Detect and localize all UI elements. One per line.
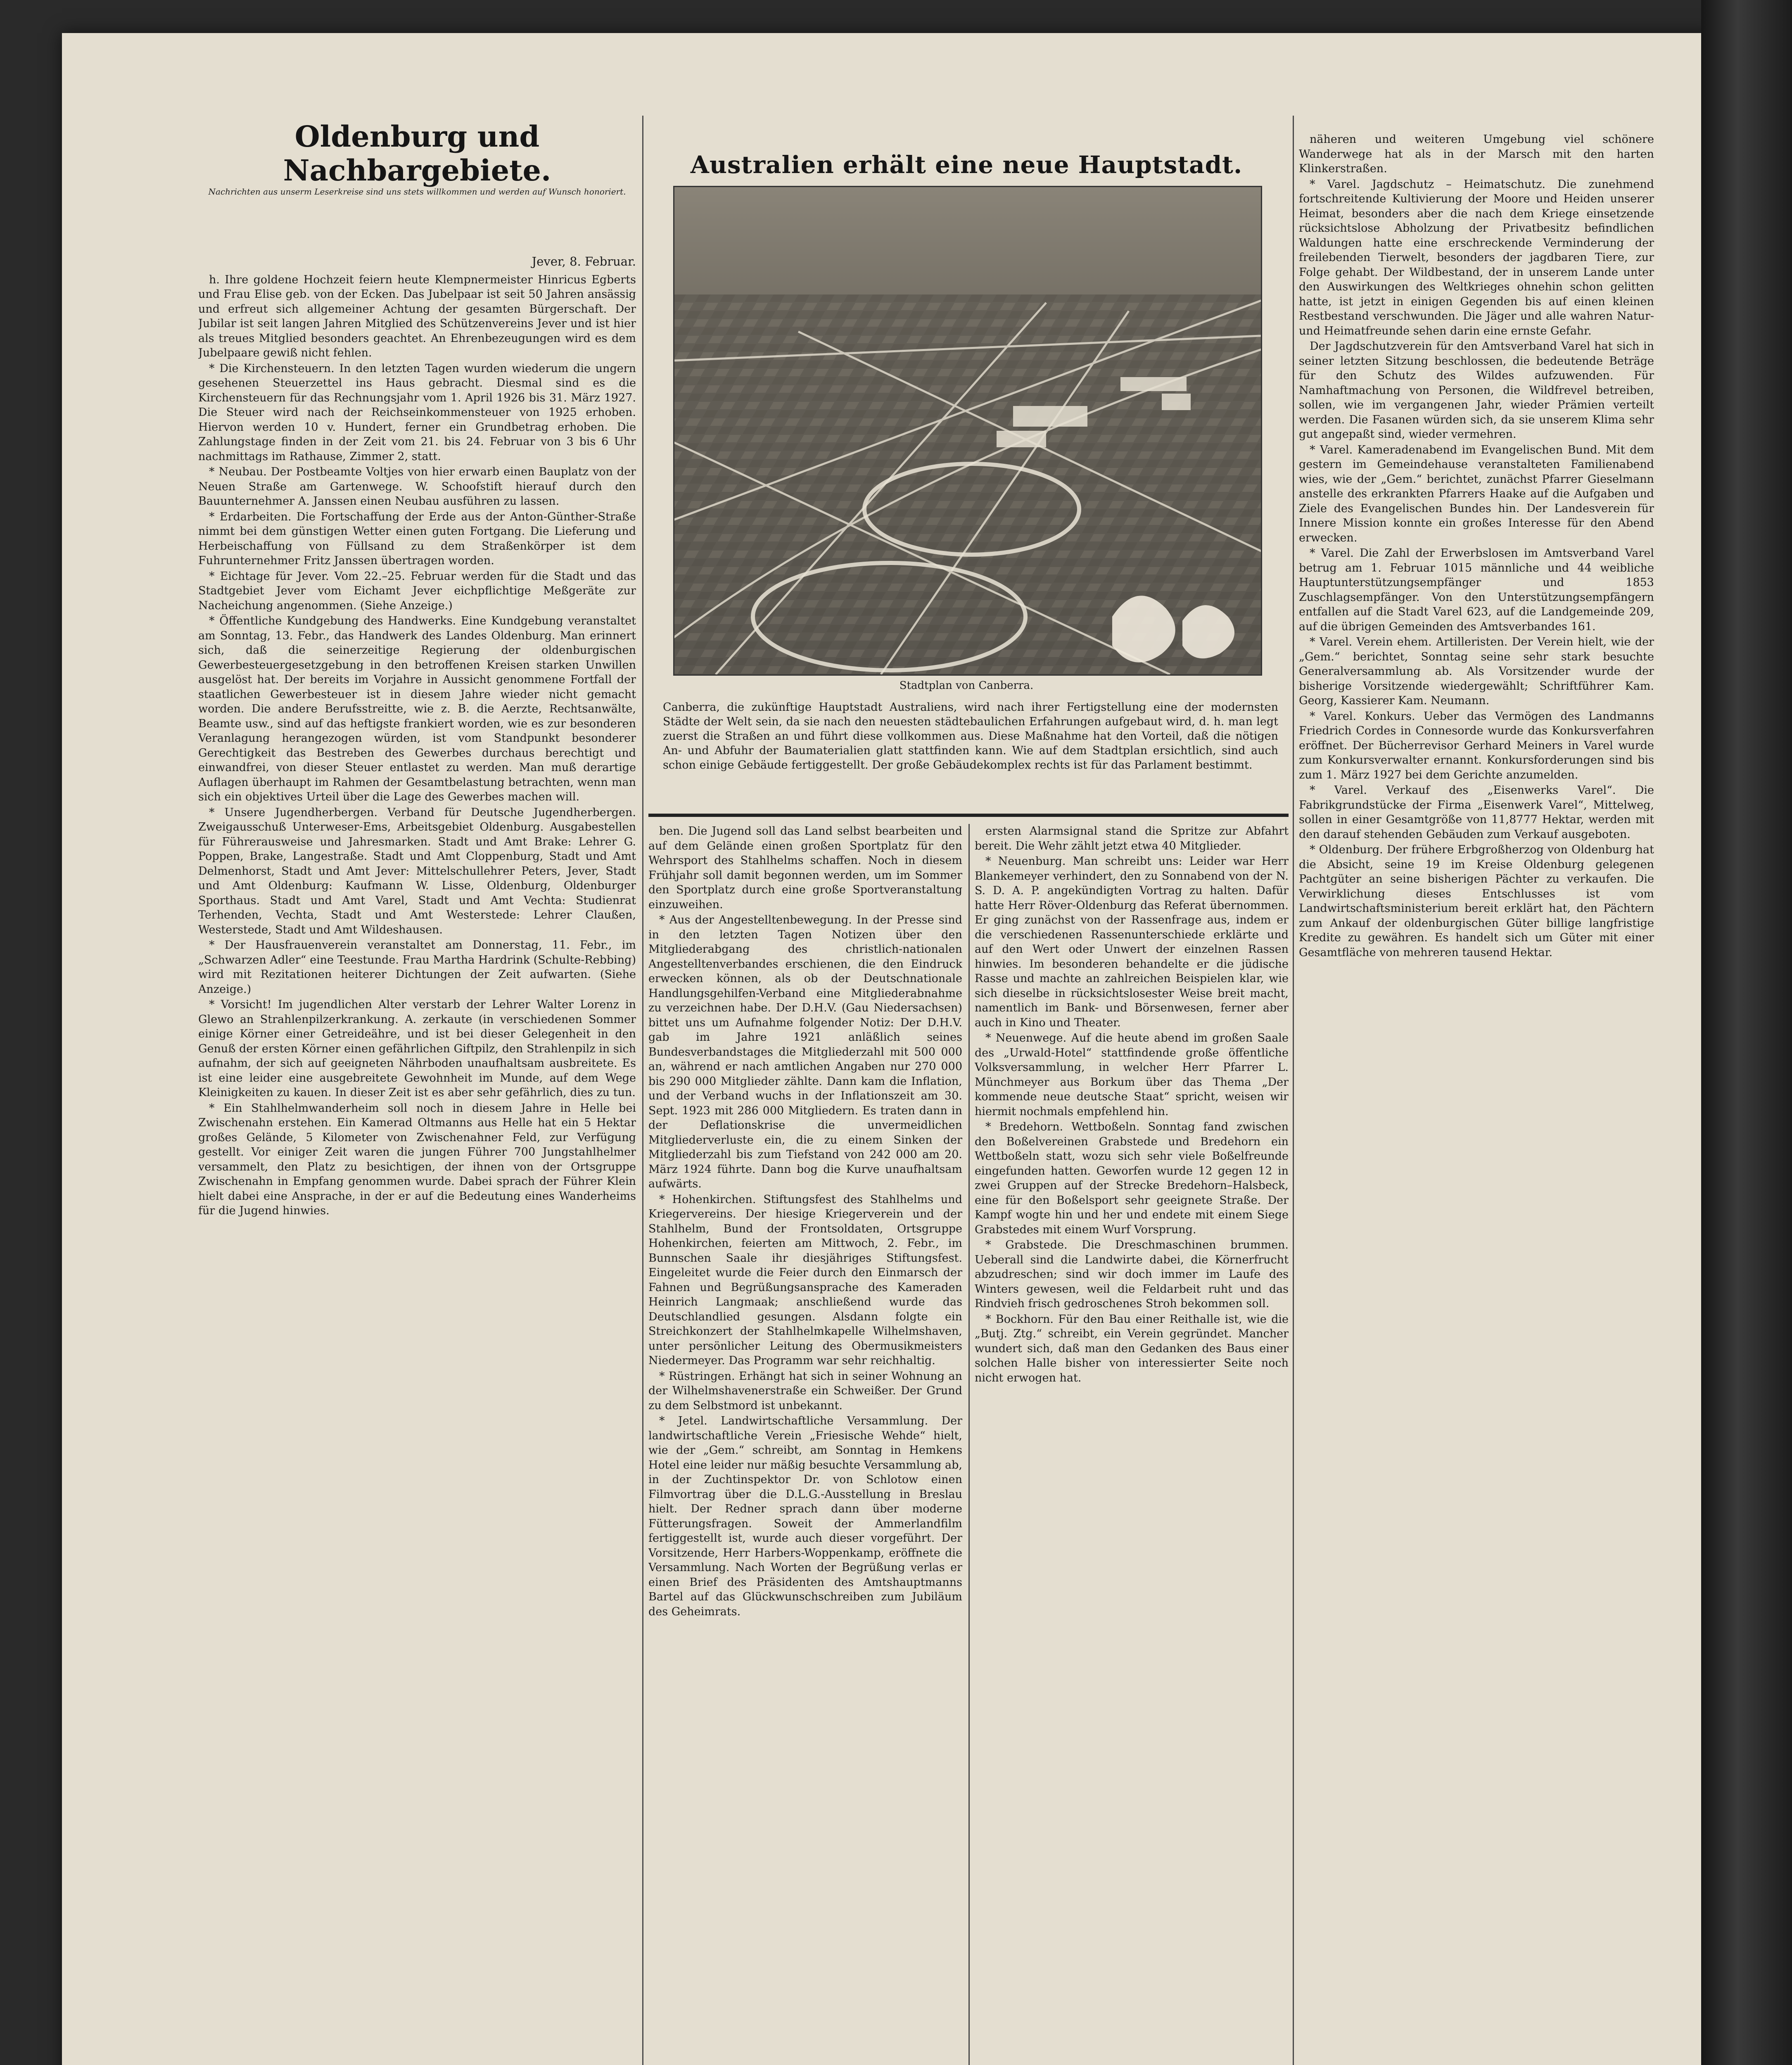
article-paragraph: * Aus der Angestelltenbewegung. In der Presse sind in den letzten Tagen Notizen über den Mitgliederabgang des christlich-nationalen Angestelltenverbandes erschienen, die den Eindruck erwecken können, als ob der Deutschnationale Handlungsgehilfen-Verband eine Mitgliederabnahme zu verzeichnen habe. Der D.H.V. (Gau Niedersachsen) bittet uns um Aufnahme folgender Notiz: Der D.H.V. gab im Jahre 1921 anläßlich seines Bundesverbandstages die Mitgliederzahl mit 500 000 an, während er nach amtlichen Angaben nur 270 000 bis 290 000 Mitglieder zählte. Dann kam die Inflation, und der Verband wuchs in der Inflationszeit am 30. Sept. 1923 mit 286 000 Mitgliedern. Es traten dann in der Deflationskrise die unvermeidlichen Mitgliederverluste ein, die zu einem Sinken der Mitgliederzahl bis zum Tiefstand von 242 000 am 20. März 1924 führte. Dann bog die Kurve unaufhaltsam aufwärts. <box>648 914 962 1190</box>
column-rule <box>642 116 643 2065</box>
article-paragraph: näheren und weiteren Umgebung viel schönere Wanderwege hat als in der Marsch mit den harten Klinkerstraßen. <box>1299 133 1654 175</box>
article-paragraph: Der Jagdschutzverein für den Amtsverband Varel hat sich in seiner letzten Sitzung beschlossen, die bedeutende Beträge für den Schutz des Wildes aufzuwenden. Für Namhaftmachung von Personen, die Wildfrevel betreiben, sollen, wie im vergangenen Jahr, wieder Prämien verteilt werden. Die Fasanen würden sich, da sie unserem Klima sehr gut angepaßt sind, wieder vermehren. <box>1299 340 1654 441</box>
article-paragraph: * Öffentliche Kundgebung des Handwerks. Eine Kundgebung veranstaltet am Sonntag, 13. Febr., das Handwerk des Landes Oldenburg. Man erinnert sich, daß die seinerzeitige Regierung der oldenburgischen Gewerbesteuergesetzgebung in den betroffenen Kreisen starken Unwillen ausgelöst hat. Der bereits im Vorjahre in Aussicht genommene Fortfall der staatlichen Gewerbesteuer ist in diesem Jahre wieder nicht gemacht worden. Die andere Berufsstreitte, wie z. B. die Aerzte, Rechtsanwälte, Beamte usw., sind auf das heftigste frankiert worden, wie es zur besonderen Veranlagung herangezogen würden, ist vom Standpunkt besonderer Gerechtigkeit das Bestreben des Gewerbes durchaus berechtigt und einwandfrei, von dieser Steuer entlastet zu werden. Man muß derartige Auflagen überhaupt im Rahmen der Gesamtbelastung betrachten, wenn man sich ein objektives Urteil über die Lage des Gewerbes machen will. <box>198 615 636 803</box>
center-column-b <box>975 824 1289 2065</box>
book-binding-edge <box>1701 0 1792 2065</box>
article-paragraph: * Varel. Verein ehem. Artilleristen. Der Verein hielt, wie der „Gem.“ berichtet, Sonntag seine sehr stark besuchte Generalversammlung ab. Als Vorsitzender wurde der bisherige Vorsitzende wiedergewählt; Schriftführer Kam. Georg, Kassierer Kam. Neumann. <box>1299 636 1654 707</box>
column-rule <box>1293 116 1294 2065</box>
section-note: Nachrichten aus unserm Leserkreise sind uns stets willkommen und werden auf Wunsch honoriert. <box>208 187 626 197</box>
section-rule <box>648 814 1289 817</box>
article-paragraph: * Neuenburg. Man schreibt uns: Leider war Herr Blankemeyer verhindert, den zu Sonnabend von der N. S. D. A. P. angekündigten Vortrag zu halten. Dafür hatte Herr Röver-Oldenburg das Referat übernommen. Er ging zunächst von der Rassenfrage aus, indem er die verschiedenen Rassenunterschiede erklärte und auf den Wert oder Unwert der einzelnen Rassen hinwies. Im besonderen behandelte er die jüdische Rasse und machte an zahlreichen Beispielen klar, wie sich dieselbe in rücksichtslosester Weise breit macht, namentlich im Bank- und Börsenwesen, ferner aber auch in Kino und Theater. <box>975 855 1289 1029</box>
article-paragraph: * Rüstringen. Erhängt hat sich in seiner Wohnung an der Wilhelmshavenerstraße ein Schweißer. Der Grund zu dem Selbstmord ist unbekannt. <box>648 1370 962 1412</box>
headline: Australien erhält eine neue Hauptstadt. <box>690 151 1243 179</box>
article-paragraph: * Ein Stahlhelmwanderheim soll noch in diesem Jahre in Helle bei Zwischenahn erstehen. Ein Kamerad Oltmanns aus Helle hat ein 5 Hektar großes Gelände, 5 Kilometer von Zwischenahner Feld, zur Verfügung gestellt. Vor einiger Zeit waren die jungen Führer 700 Jungstahlhelmer versammelt, den Platz zu besichtigen, der ihnen von der Ortsgruppe Zwischenahn in Empfang genommen wurde. Dabei sprach der Führer Klein hielt dabei eine Ansprache, in der er auf die Bedeutung eines Wanderheims für die Jugend hinwies. <box>198 1101 636 1217</box>
article-paragraph: * Vorsicht! Im jugendlichen Alter verstarb der Lehrer Walter Lorenz in Glewo an Strahlenpilzerkrankung. A. zerkaute (in verschiedenen Sommer einige Körner einer Getreideähre, und ist bei dieser Gelegenheit in den Genuß der ersten Körner einen gefährlichen Giftpilz, den Strahlenpilz in sich aufnahm, der sich auf geeigneten Nährboden unaufhaltsam ausbreitete. Es ist eine leider eine ausgebreitete Gewohnheit im Munde, auf dem Wege Kleinigkeiten zu kauen. In dieser Zeit ist es aber sehr gefährlich, dies zu tun. <box>198 998 636 1099</box>
column-rule <box>968 824 970 2065</box>
article-paragraph: * Bockhorn. Für den Bau einer Reithalle ist, wie die „Butj. Ztg.“ schreibt, ein Verein gegründet. Mancher wundert sich, daß man den Gedanken des Baus einer solchen Halle bisher von interessierter Seite noch nicht erwogen hat. <box>975 1313 1289 1384</box>
article-paragraph: * Neuenwege. Auf die heute abend im großen Saale des „Urwald-Hotel“ stattfindende große öffentliche Volksversammlung, in welcher Herr Pfarrer L. Münchmeyer aus Borkum über das Thema „Der kommende neue deutsche Staat“ spricht, weisen wir hiermit nochmals empfehlend hin. <box>975 1032 1289 1118</box>
article-paragraph: * Erdarbeiten. Die Fortschaffung der Erde aus der Anton-Günther-Straße nimmt bei dem günstigen Wetter einen guten Fortgang. Die Lieferung und Herbeischaffung von Füllsand zu dem Straßenkörper ist dem Fuhrunternehmer Fritz Janssen übertragen worden. <box>198 510 636 567</box>
section-title: Oldenburg und Nachbargebiete. <box>283 119 551 188</box>
article-paragraph: * Bredehorn. Wettboßeln. Sonntag fand zwischen den Boßelvereinen Grabstede und Bredehorn ein Wettboßeln statt, wozu sich sehr viele Boßelfreunde eingefunden hatten. Geworfen wurde 12 gegen 12 in zwei Gruppen auf der Strecke Bredehorn–Halsbeck, eine für den Boßelsport sehr geeignete Straße. Der Kampf wogte hin und her und endete mit einem Siege Grabstedes mit einem Wurf Vorsprung. <box>975 1120 1289 1236</box>
article-paragraph: * Die Kirchensteuern. In den letzten Tagen wurden wiederum die ungern gesehenen Steuerzettel ins Haus gebracht. Diesmal sind es die Kirchensteuern für das Rechnungsjahr vom 1. April 1926 bis 31. März 1927. Die Steuer wird nach der Reichseinkommensteuer von 1925 erhoben. Hiervon werden 10 v. Hundert, ferner ein Grundbetrag erhoben. Die Zahlungstage finden in der Zeit vom 21. bis 24. Februar von 3 bis 6 Uhr nachmittags im Rathause, Zimmer 2, statt. <box>198 362 636 463</box>
article-paragraph: ben. Die Jugend soll das Land selbst bearbeiten und auf dem Gelände einen großen Sportplatz für den Wehrsport des Stahlhelms schaffen. Noch in diesem Frühjahr soll damit begonnen werden, um im Sommer den Sportplatz durch eine große Sportveranstaltung einzuweihen. <box>648 825 962 911</box>
center-column-a <box>648 824 962 2065</box>
article-paragraph: * Unsere Jugendherbergen. Verband für Deutsche Jugendherbergen. Zweigausschuß Unterweser-Ems, Arbeitsgebiet Oldenburg. Ausgabestellen für Führerausweise und Jahresmarken. Stadt und Amt Brake: Lehrer G. Poppen, Brake, Langestraße. Stadt und Amt Cloppenburg, Stadt und Amt Delmenhorst, Stadt und Amt Jever: Mittelschullehrer Peters, Jever, Stadt und Amt Oldenburg: Kaufmann W. Lisse, Oldenburg, Oldenburger Sporthaus. Stadt und Amt Varel, Stadt und Amt Vechta: Studienrat Terhenden, Vechta, Stadt und Amt Westerstede: Lehrer Claußen, Westerstede, Stadt und Amt Wildeshausen. <box>198 806 636 936</box>
article-paragraph: * Hohenkirchen. Stiftungsfest des Stahlhelms und Kriegervereins. Der hiesige Kriegerverein und der Stahlhelm, Bund der Frontsoldaten, Ortsgruppe Hohenkirchen, feierten am Mittwoch, 2. Febr., im Bunnschen Saale ihr diesjähriges Stiftungsfest. Eingeleitet wurde die Feier durch den Einmarsch der Fahnen und Begrüßungsansprache des Kameraden Heinrich Langmaak; anschließend wurde das Deutschlandlied gesungen. Alsdann folgte ein Streichkonzert der Stahlhelmkapelle Wilhelmshaven, unter persönlicher Leitung des Obermusikmeisters Niedermeyer. Das Programm war sehr reichhaltig. <box>648 1193 962 1367</box>
newspaper-page <box>62 33 1714 2065</box>
article-paragraph: * Varel. Jagdschutz – Heimatschutz. Die zunehmend fortschreitende Kultivierung der Moore und Heiden unserer Heimat, besonders aber die nach dem Kriege einsetzende rücksichtslose Abholzung der Privatbesitz befindlichen Waldungen hatte eine erschreckende Verminderung der freilebenden Tierwelt, besonders der jagdbaren Tiere, zur Folge gehabt. Der Wildbestand, der in unserem Lande unter den Auswirkungen des Weltkrieges ohnehin schon gelitten hatte, ist jetzt in einigen Gegenden bis auf einen kleinen Restbestand verschwunden. Die Jäger und alle wahren Natur- und Heimatfreunde sehen darin eine ernste Gefahr. <box>1299 178 1654 337</box>
article-paragraph: * Eichtage für Jever. Vom 22.–25. Februar werden für die Stadt und das Stadtgebiet Jever vom Eichamt Jever eichpflichtige Meßgeräte zur Nacheichung angenommen. (Siehe Anzeige.) <box>198 570 636 612</box>
article-paragraph: * Varel. Die Zahl der Erwerbslosen im Amtsverband Varel betrug am 1. Februar 1015 männliche und 44 weibliche Hauptunterstützungsempfänger und 1853 Zuschlagsempfänger. Von den Unterstützungsempfängern entfallen auf die Stadt Varel 623, auf die Landgemeinde 209, auf die übrigen Gemeinden des Amtsverbandes 161. <box>1299 547 1654 633</box>
photo-caption: Stadtplan von Canberra. <box>899 679 1034 692</box>
article-paragraph: h. Ihre goldene Hochzeit feiern heute Klempnermeister Hinricus Egberts und Frau Elise geb. von der Ecken. Das Jubelpaar ist seit 50 Jahren ansässig und erfreut sich allgemeiner Achtung der gesamten Bürgerschaft. Der Jubilar ist seit langen Jahren Mitglied des Schützenvereins Jever und ist hier als treues Mitglied besonders geachtet. An Ehrenbezeugungen wird es dem Jubelpaare gewiß nicht fehlen. <box>198 273 636 359</box>
aerial-city-plan-image <box>674 187 1261 674</box>
article-paragraph: ersten Alarmsignal stand die Spritze zur Abfahrt bereit. Die Wehr zählt jetzt etwa 40 Mitglieder. <box>975 825 1289 852</box>
article-paragraph: * Varel. Konkurs. Ueber das Vermögen des Landmanns Friedrich Cordes in Connesorde wurde das Konkursverfahren eröffnet. Der Bücherrevisor Gerhard Meiners in Varel wurde zum Konkursverwalter ernannt. Konkursforderungen sind bis zum 1. März 1927 bei dem Gerichte anzumelden. <box>1299 710 1654 781</box>
left-column <box>198 252 636 2065</box>
article-paragraph: * Varel. Kameradenabend im Evangelischen Bund. Mit dem gestern im Gemeindehause veranstalteten Familienabend wies, wie der „Gem.“ berichtet, zunächst Pfarrer Gieselmann anstelle des erkrankten Pfarrers Haake auf die Aufgaben und Ziele des Evangelischen Bundes hin. Der Landesverein für Innere Mission konnte ein großes Interesse für den Abend erwecken. <box>1299 443 1654 544</box>
article-paragraph: * Grabstede. Die Dreschmaschinen brummen. Ueberall sind die Landwirte dabei, die Körnerfrucht abzudreschen; sind wir doch immer im Laufe des Winters gewesen, weil die Feldarbeit ruht und das Rindvieh frisch gedroschenes Stroh bekommen soll. <box>975 1239 1289 1310</box>
photo-intro-text: Canberra, die zukünftige Hauptstadt Australiens, wird nach ihrer Fertigstellung eine der modernsten Städte der Welt sein, da sie nach den neuesten städtebaulichen Erfahrungen aufgebaut wird, d. h. man legt zuerst die Straßen an und führt diese vollkommen aus. Diese Maßnahme hat den Vorteil, daß die nötigen An- und Abfuhr der Baumaterialien glatt stattfinden kann. Wie auf dem Stadtplan ersichtlich, sind auch schon einige Gebäude fertiggestellt. Der große Gebäudekomplex rechts ist für das Parlament bestimmt. <box>663 701 1278 771</box>
article-paragraph: * Neubau. Der Postbeamte Voltjes von hier erwarb einen Bauplatz von der Neuen Straße am Gartenwege. W. Schoofstift hierauf durch den Bauunternehmer A. Janssen einen Neubau ausführen zu lassen. <box>198 465 636 508</box>
article-paragraph: * Jetel. Landwirtschaftliche Versammlung. Der landwirtschaftliche Verein „Friesische Wehde“ hielt, wie der „Gem.“ schreibt, am Sonntag in Hemkens Hotel eine leider nur mäßig besuchte Versammlung ab, in der Zuchtinspektor Dr. von Schlotow einen Filmvortrag über die D.L.G.-Ausstellung in Breslau hielt. Der Redner sprach dann über moderne Fütterungsfragen. Soweit der Ammerlandfilm fertiggestellt ist, wurde auch dieser vorgeführt. Der Vorsitzende, Herr Harbers-Woppenkamp, eröffnete die Versammlung. Nach Worten der Begrüßung verlas er einen Brief des Präsidenten des Amtshauptmanns Bartel auf das Glückwunschschreiben zum Jubiläum des Geheimrats. <box>648 1415 962 1618</box>
canberra-plan-photo <box>673 186 1262 676</box>
right-column <box>1299 132 1654 2065</box>
article-paragraph: * Varel. Verkauf des „Eisenwerks Varel“. Die Fabrikgrundstücke der Firma „Eisenwerk Varel“, Mittelweg, sollen in einer Gesamtgröße von 11,8777 Hektar, werden mit den darauf stehenden Gebäuden zum Verkauf ausgeboten. <box>1299 784 1654 841</box>
article-paragraph: * Der Hausfrauenverein veranstaltet am Donnerstag, 11. Febr., im „Schwarzen Adler“ eine Teestunde. Frau Martha Hardrink (Schulte-Rebbing) wird mit Rezitationen heiterer Dichtungen der Zeit aufwarten. (Siehe Anzeige.) <box>198 939 636 996</box>
article-paragraph: * Oldenburg. Der frühere Erbgroßherzog von Oldenburg hat die Absicht, seine 19 im Kreise Oldenburg gelegenen Pachtgüter an seine bisherigen Pächter zu verkaufen. Die Verwirklichung dieses Entschlusses ist vom Landwirtschaftsministerium bereit erklärt hat, den Pächtern zum Ankauf der oldenburgischen Güter billige langfristige Kredite zu gewähren. Es handelt sich um Güter mit einer Gesamtfläche von mehreren tausend Hektar. <box>1299 843 1654 959</box>
dateline: Jever, 8. Februar. <box>532 254 636 268</box>
